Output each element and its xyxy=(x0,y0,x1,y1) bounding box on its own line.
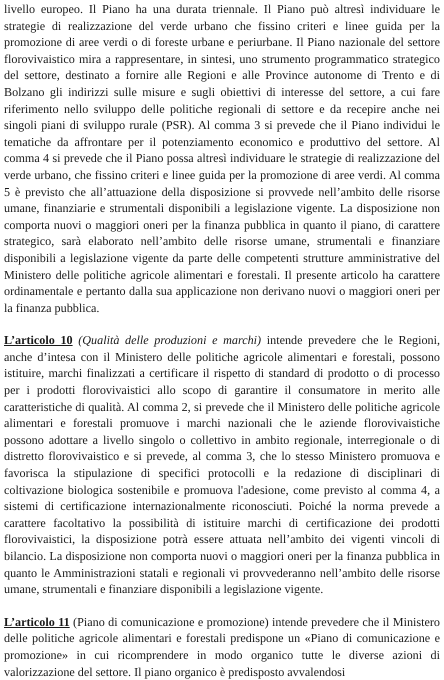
paragraph-piano-nazionale xyxy=(4,1,440,316)
paragraph-text: intende prevedere che le Regioni, anche d’intesa con il Ministero delle politiche agricole alimentari e forestali, possono istituire, marchi finalizzati a certificare il rispetto di standard di prodotto o di processo per i prodotti florovivaistici allo scopo di garantire il consumatore in merito alle caratteristiche di qualità. Al comma 2, si prevede che il Ministero delle politiche agricole alimentari e forestali promuove i marchi nazionali che le aziende florovivaistiche possono adottare a livello singolo o collettivo in ambito regionale, interregionale o di distretto florovivaistico e si prevede, al comma 3, che lo stesso Ministero promuova e favorisca la stipulazione di specifici protocolli e la redazione di disciplinari di coltivazione biologica sostenibile e promuova l'adesione, come previsto al comma 4, a sistemi di certificazione internazionalmente riconosciuti. Poiché la norma prevede a carattere facoltativo la possibilità di istituire marchi di certificazione dei prodotti florovivaistici, la disposizione potrà essere attuata nell’ambito dei vigenti vincoli di bilancio. La disposizione non comporta nuovi o maggiori oneri per la finanza pubblica in quanto le Amministrazioni statali e regionali vi provvederanno nell’ambito delle risorse umane, strumentali e finanziare disponibili a legislazione vigente. xyxy=(4,333,440,597)
paragraph-spacer xyxy=(4,316,440,332)
paragraph-spacer xyxy=(4,598,440,614)
paragraph-articolo-10 xyxy=(4,332,440,598)
article-subject: (Qualità delle produzioni e marchi) xyxy=(78,333,262,348)
paragraph-text: livello europeo. Il Piano ha una durata triennale. Il Piano può altresì individuare le strategie di realizzazione del verde urbano che fissino criteri e linee guida per la promozione di aree verdi o di foreste urbane e periurbane. Il Piano nazionale del settore florovivaistico mira a rappresentare, in sintesi, uno strumento programmatico strategico del settore, destinato a fornire alle Regioni e alle Province autonome di Trento e di Bolzano gli indirizzi sulle misure e sugli obiettivi di interesse del settore, a cui fare riferimento nello sviluppo delle politiche regionali di settore e da recepire anche nei singoli piani di sviluppo rurale (PSR). Al comma 3 si prevede che il Piano individui le tematiche da affrontare per il potenziamento economico e produttivo del settore. Al comma 4 si prevede che il Piano possa altresì individuare le strategie di realizzazione del verde urbano, che fissino criteri e linee guida per la promozione di aree verdi. Al comma 5 è previsto che all’attuazione della disposizione si provvede nell’ambito delle risorse umane, finanziarie e strumentali disponibili a legislazione vigente. La disposizione non comporta nuovi o maggiori oneri per la finanza pubblica in quanto il piano, di carattere strategico, sarà elaborato nell’ambito delle risorse umane, strumentali e finanziare disponibili a legislazione vigente da parte delle competenti strutture amministrative del Ministero delle politiche agricole alimentari e forestali. Il presente articolo ha carattere ordinamentale e pertanto dalla sua applicazione non derivano nuovi o maggiori oneri per la finanza pubblica. xyxy=(4,2,440,315)
paragraph-articolo-11 xyxy=(4,614,440,680)
article-heading: L’articolo 10 xyxy=(4,333,73,348)
article-heading: L’articolo 11 xyxy=(4,614,70,629)
paragraph-text: (Piano di comunicazione e promozione) intende prevedere che il Ministero delle politiche agricole alimentari e forestali predispone un «Piano di comunicazione e promozione» in cui ricomprendere in modo organico tutte le diverse azioni di valorizzazione del settore. Il piano organico è predisposto avvalendosi xyxy=(4,614,440,679)
